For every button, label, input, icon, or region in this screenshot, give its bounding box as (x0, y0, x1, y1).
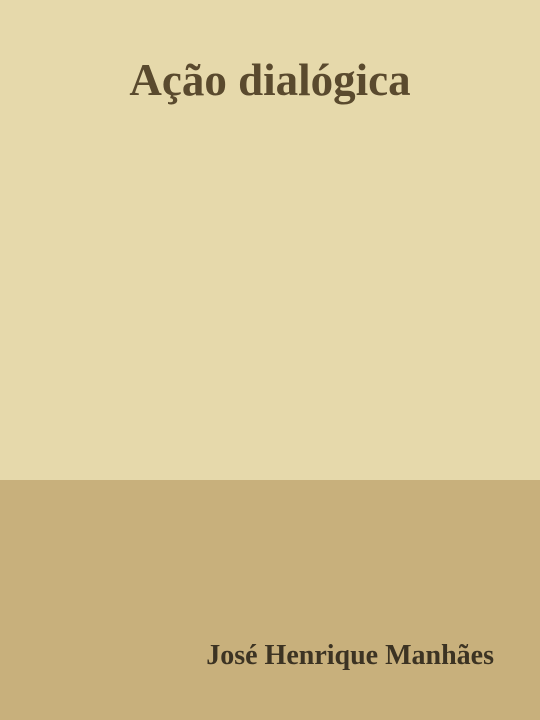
book-author: José Henrique Manhães (206, 640, 494, 671)
book-title: Ação dialógica (129, 55, 411, 105)
cover-bottom-panel (0, 480, 540, 720)
